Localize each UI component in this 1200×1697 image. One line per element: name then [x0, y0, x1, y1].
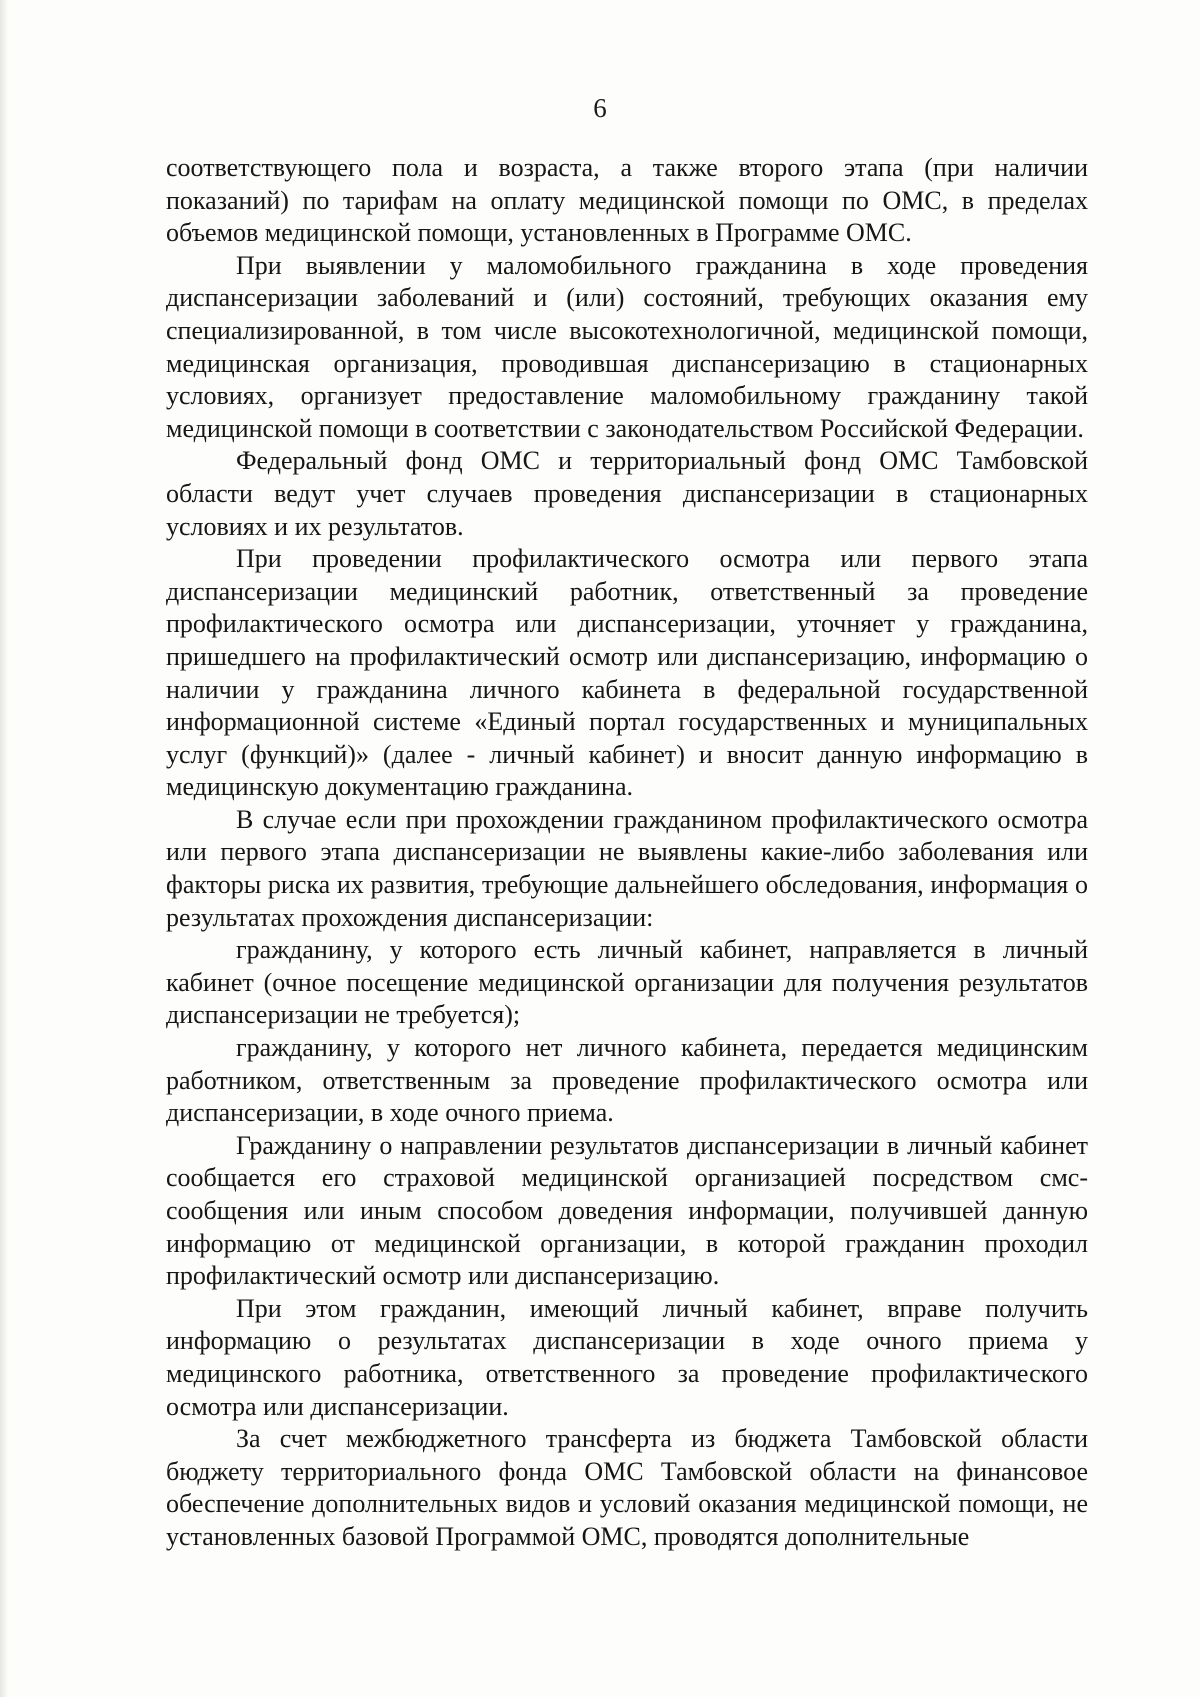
paragraph: При этом гражданин, имеющий личный кабинет, вправе получить информацию о результатах диспансеризации в ходе очного приема у медицинского работника, ответственного за проведение профилактического осмотра или диспансеризации.: [166, 1293, 1088, 1421]
paragraph: Федеральный фонд ОМС и территориальный фонд ОМС Тамбовской области ведут учет случаев проведения диспансеризации в стационарных условиях и их результатов.: [166, 446, 1088, 541]
paragraph: гражданину, у которого есть личный кабинет, направляется в личный кабинет (очное посещение медицинской организации для получения результатов диспансеризации не требуется);: [166, 935, 1088, 1030]
paragraph: Гражданину о направлении результатов диспансеризации в личный кабинет сообщается его страховой медицинской организацией посредством смс-сообщения или иным способом доведения информации, получившей данную информацию от медицинской организации, в которой гражданин проходил профилактический осмотр или диспансеризацию.: [166, 1130, 1088, 1291]
paragraph: В случае если при прохождении гражданином профилактического осмотра или первого этапа диспансеризации не выявлены какие-либо заболевания или факторы риска их развития, требующие дальнейшего обследования, информация о результатах прохождения диспансеризации:: [166, 804, 1088, 932]
scan-edge-shadow: [0, 0, 8, 1697]
paragraph: гражданину, у которого нет личного кабинета, передается медицинским работником, ответственным за проведение профилактического осмотра или диспансеризации, в ходе очного приема.: [166, 1033, 1088, 1128]
paragraph: За счет межбюджетного трансферта из бюджета Тамбовской области бюджету территориального фонда ОМС Тамбовской области на финансовое обеспечение дополнительных видов и условий оказания медицинской помощи, не установленных базовой Программой ОМС, проводятся дополнительные: [166, 1424, 1088, 1551]
paragraph: При выявлении у маломобильного гражданина в ходе проведения диспансеризации заболеваний и (или) состояний, требующих оказания ему специализированной, в том числе высокотехнологичной, медицинской помощи, медицинская организация, проводившая диспансеризацию в стационарных условиях, организует предоставление маломобильному гражданину такой медицинской помощи в соответствии с законодательством Российской Федерации.: [166, 250, 1088, 443]
page-number: 6: [593, 93, 607, 123]
paragraph: При проведении профилактического осмотра или первого этапа диспансеризации медицинский работник, ответственный за проведение профилактического осмотра или диспансеризации, уточняет у гражданина, пришедшего на профилактический осмотр или диспансеризацию, информацию о наличии у гражданина личного кабинета в федеральной государственной информационной системе «Единый портал государственных и муниципальных услуг (функций)» (далее - личный кабинет) и вносит данную информацию в медицинскую документацию гражданина.: [166, 544, 1088, 802]
paragraph: соответствующего пола и возраста, а также второго этапа (при наличии показаний) по тарифам на оплату медицинской помощи по ОМС, в пределах объемов медицинской помощи, установленных в Программе ОМС.: [166, 153, 1088, 248]
document-body: [166, 152, 1088, 1554]
